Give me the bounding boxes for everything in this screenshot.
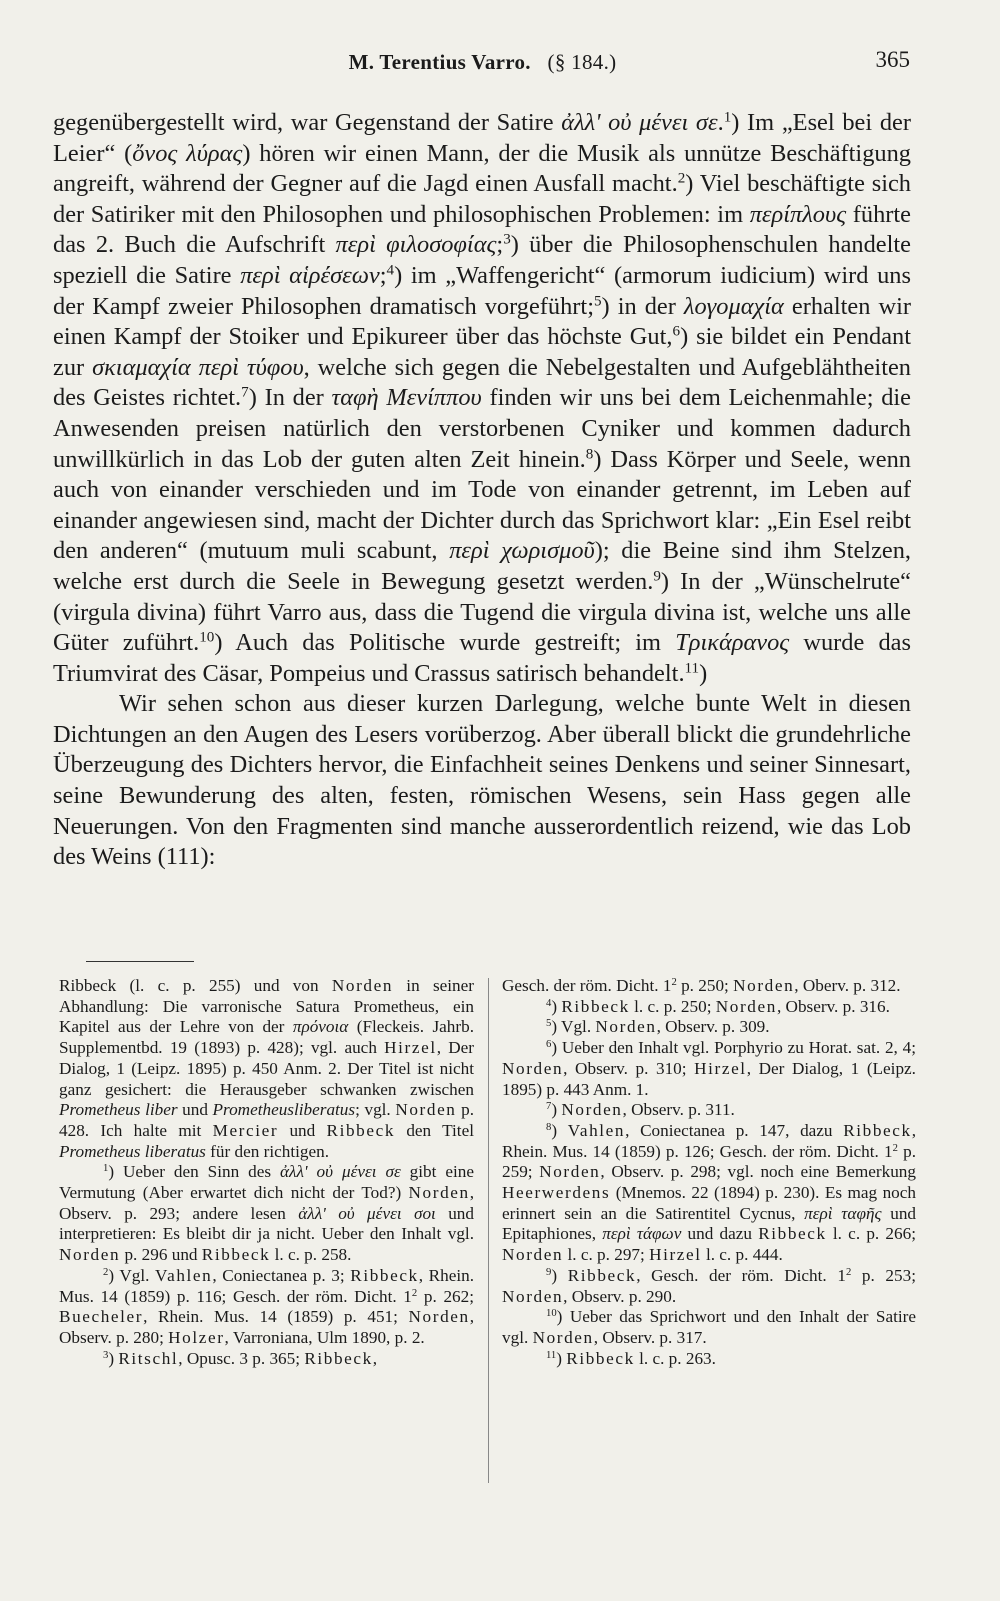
footnotes-left-column <box>59 976 474 1369</box>
body-paragraph: gegenübergestellt wird, war Gegenstand der Satire ἀλλ' οὐ μένει σε.$^1$) Im „Esel bei der Leier“ (ὄνος λύρας) hören wir einen Mann, der die Musik als unnütze Beschäftigung angreift, während der Gegner auf die Jagd einen Ausfall macht.$^2$) Viel beschäftigte sich der Satiriker mit den Philosophen und philosophischen Problemen: im περίπλους führte das 2. Buch die Aufschrift περὶ φιλοσοφίας;$^3$) über die Philosophenschulen handelte speziell die Satire περὶ αἱρέσεων;$^4$) im „Waffengericht“ (armorum iudicium) wird uns der Kampf zweier Philosophen dramatisch vorgeführt;$^5$) in der λογομαχία erhalten wir einen Kampf der Stoiker und Epikureer über das höchste Gut,$^6$) sie bildet ein Pendant zur σκιαμαχία περὶ τύφου, welche sich gegen die Nebelgestalten und Aufgeblähtheiten des Geistes richtet.$^7$) In der ταφὴ Μενίππου finden wir uns bei dem Leichenmahle; die Anwesenden preisen natürlich den verstorbenen Cyniker und kommen dadurch unwillkürlich in das Lob der guten alten Zeit hinein.$^8$) Dass Körper und Seele, wenn auch von einander verschieden und im Tode von einander getrennt, im Leben auf einander angewiesen sind, macht der Dichter durch das Sprichwort klar: „Ein Esel reibt den anderen“ (mutuum muli scabunt, περὶ χωρισμοῦ); die Beine sind ihm Stelzen, welche erst durch die Seele in Bewegung gesetzt werden.$^9$) In der „Wünschelrute“ (virgula divina) führt Varro aus, dass die Tugend die virgula divina ist, welche uns alle Güter zuführt.$^{10}$) Auch das Politische wurde gestreift; im Τρικάρανος wurde das Triumvirat des Cäsar, Pompeius und Crassus satirisch behandelt.$^{11}$) <box>53 109 912 687</box>
footnote: $^9$) Ribbeck, Gesch. der röm. Dicht. $1^2$ p. 253; Norden, Observ. p. 290. <box>502 1265 916 1306</box>
footnote: $^8$) Vahlen, Coniectanea p. 147, dazu Ribbeck, Rhein. Mus. 14 (1859) p. 126; Gesch. der röm. Dicht. $1^2$ p. 259; Norden, Observ. p. 298; vgl. noch eine Bemerkung Heerwerdens (Mnemos. 22 (1894) p. 230). Es mag noch erinnert sein an die Satirentitel Cycnus, περὶ ταφῆς und Epitaphiones, περὶ τάφων und dazu Ribbeck l. c. p. 266; Norden l. c. p. 297; Hirzel l. c. p. 444. <box>502 1120 916 1265</box>
footnote: $^4$) Ribbeck l. c. p. 250; Norden, Observ. p. 316. <box>546 996 890 1016</box>
footnotes-right-column <box>502 976 916 1369</box>
footnote: $^2$) Vgl. Vahlen, Coniectanea p. 3; Ribbeck, Rhein. Mus. 14 (1859) p. 116; Gesch. der röm. Dicht. $1^2$ p. 262; Buecheler, Rhein. Mus. 14 (1859) p. 451; Norden, Observ. p. 280; Holzer, Varroniana, Ulm 1890, p. 2. <box>59 1265 475 1347</box>
footnote: $^3$) Ritschl, Opusc. 3 p. 365; Ribbeck, <box>103 1348 378 1368</box>
body-paragraph: Wir sehen schon aus dieser kurzen Darlegung, welche bunte Welt in diesen Dichtungen an den Augen des Lesers vorüberzog. Aber überall blickt die grundehrliche Überzeugung des Dichters hervor, die Einfachheit seines Denkens und seiner Sinnesart, seine Bewunderung des alten, festen, römischen Wesens, sein Hass gegen alle Neuerungen. Von den Fragmenten sind manche ausserordentlich reizend, wie das Lob des Weins (111): <box>53 690 911 871</box>
section-number: (§ 184.) <box>547 50 617 74</box>
footnote: Gesch. der röm. Dicht. $1^2$ p. 250; Norden, Oberv. p. 312. <box>502 976 901 995</box>
running-head <box>55 47 910 80</box>
column-divider <box>488 978 489 1483</box>
footnote: $^{11}$) Ribbeck l. c. p. 263. <box>546 1348 716 1368</box>
page-number: 365 <box>875 47 910 72</box>
footnote: $^7$) Norden, Observ. p. 311. <box>546 1100 735 1120</box>
footnote: $^1$) Ueber den Sinn des ἀλλ' οὐ μένει σε gibt eine Vermutung (Aber erwartet dich nicht der Tod?) Norden, Observ. p. 293; andere lesen ἀλλ' οὐ μένει σοι und interpretieren: Es bleibt dir ja nicht. Ueber den Inhalt vgl. Norden p. 296 und Ribbeck l. c. p. 258. <box>59 1162 474 1265</box>
main-text <box>53 108 911 873</box>
footnote: $^6$) Ueber den Inhalt vgl. Porphyrio zu Horat. sat. 2, 4; Norden, Observ. p. 310; Hirzel, Der Dialog, 1 (Leipz. 1895) p. 443 Anm. 1. <box>502 1038 916 1099</box>
footnote: $^5$) Vgl. Norden, Observ. p. 309. <box>546 1017 770 1037</box>
footnote: $^{10}$) Ueber das Sprichwort und den Inhalt der Satire vgl. Norden, Observ. p. 317. <box>502 1307 916 1347</box>
author-heading: M. Terentius Varro. <box>348 50 531 74</box>
footnote-rule <box>86 961 194 962</box>
running-title <box>55 50 910 75</box>
footnote: Ribbeck (l. c. p. 255) und von Norden in seiner Abhandlung: Die varronische Satura Prometheus, ein Kapitel aus der Lehre von der πρόνοια (Fleckeis. Jahrb. Supplementbd. 19 (1893) p. 428); vgl. auch Hirzel, Der Dialog, 1 (Leipz. 1895) p. 450 Anm. 2. Der Titel ist nicht ganz gesichert: die Herausgeber schwanken zwischen Prometheus liber und Prometheusliberatus; vgl. Norden p. 428. Ich halte mit Mercier und Ribbeck den Titel Prometheus liberatus für den richtigen. <box>59 976 475 1161</box>
